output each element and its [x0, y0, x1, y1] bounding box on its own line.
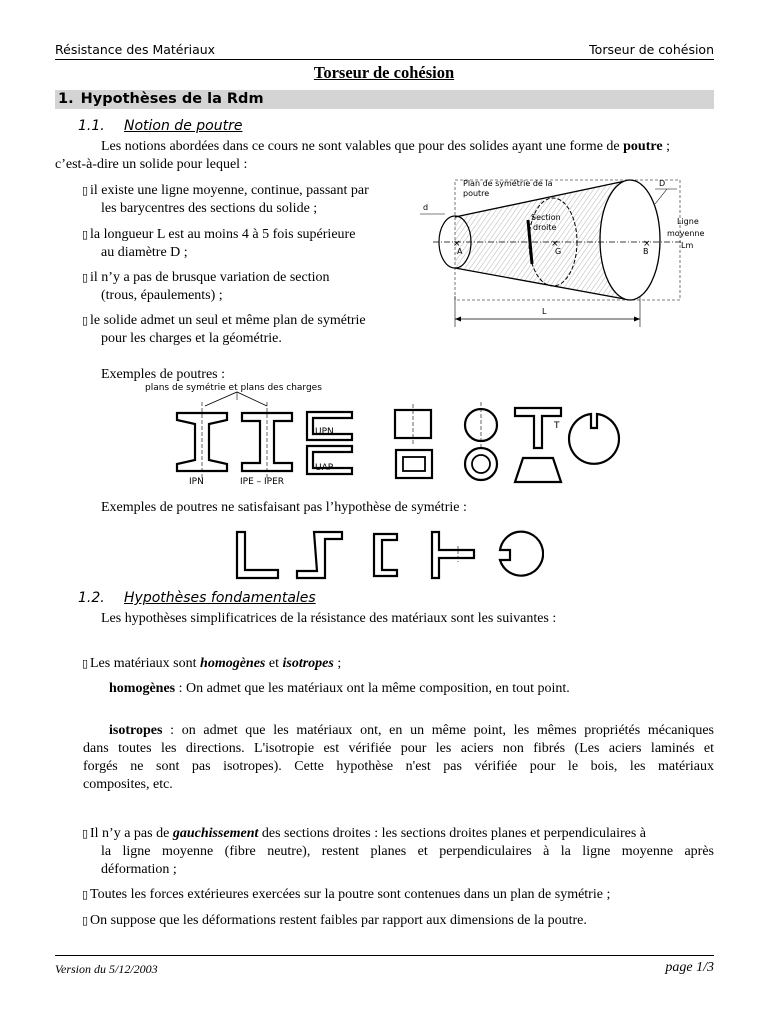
z-profile — [297, 532, 342, 578]
section-title: Hypothèses de la Rdm — [80, 91, 264, 107]
condition-2: ▯ la longueur L est au moins 4 à 5 fois supérieure au diamètre D ; — [82, 227, 356, 260]
label-section: Section droite — [531, 213, 561, 232]
intro-line-2: c’est-à-dire un solide pour lequel : — [55, 157, 248, 172]
intro-line-1: Les notions abordées dans ce cours ne sont valables que pour des solides ayant une forme de poutre ; — [101, 139, 670, 154]
label-uap: UAP — [315, 463, 334, 473]
nonsymmetric-examples-figure — [232, 524, 544, 584]
condition-3: ▯ il n’y a pas de brusque variation de section (trous, épaulements) ; — [82, 270, 330, 303]
slotted-circle-profile — [500, 532, 543, 576]
label-mean-line: Ligne moyenne Lm — [667, 217, 705, 250]
hypothesis-deformations: ▯ On suppose que les déformations restent faibles par rapport aux dimensions de la poutre. — [82, 913, 587, 928]
section-heading-1 — [55, 90, 714, 109]
header-rule — [55, 59, 714, 60]
label-ipn: IPN — [189, 477, 204, 487]
hypothesis-materials: ▯ Les matériaux sont homogènes et isotropes ; — [82, 656, 342, 671]
condition-4: ▯ le solide admet un seul et même plan de symétrie pour les charges et la géométrie. — [82, 313, 366, 346]
large-end-section — [600, 180, 660, 300]
page-title: Torseur de cohésion — [313, 63, 455, 82]
label-t: T — [554, 421, 560, 431]
header-course-title: Résistance des Matériaux — [55, 42, 216, 57]
label-L: L — [542, 307, 547, 316]
label-D: D — [659, 179, 666, 188]
round-tube-profile — [465, 448, 497, 480]
label-symmetry-plane: Plan de symétrie de la poutre — [463, 179, 553, 198]
label-B: B — [643, 247, 649, 256]
square-tube-profile — [396, 450, 432, 478]
subsection-number: 1.2. — [78, 590, 105, 606]
subsection-number: 1.1. — [78, 118, 105, 134]
nonsym-examples-label: Exemples de poutres ne satisfaisant pas l’hypothèse de symétrie : — [101, 500, 467, 515]
examples-label: Exemples de poutres : — [101, 367, 226, 382]
label-ipe: IPE – IPER — [240, 477, 285, 487]
subsection-heading-1-1 — [78, 118, 242, 134]
hypotheses-intro: Les hypothèses simplificatrices de la résistance des matériaux sont les suivantes : — [101, 611, 557, 626]
beam-examples-figure — [145, 380, 630, 498]
slotted-round-profile — [569, 414, 619, 464]
homogenes-definition: homogènes : On admet que les matériaux ont la même composition, en tout point. — [109, 681, 570, 696]
label-upn: UPN — [315, 427, 334, 437]
isotropes-definition: isotropes : on admet que les matériaux ont, en un même point, les mêmes propriétés mécaniques dans toutes les directions. L'isotropie est vérifiée pour les aciers non fibrés (Les aciers laminés et forgés ne sont pas isotropes). Cette hypothèse n'est pas vérifiée pour le bois, les matériaux composites, etc. — [83, 723, 714, 792]
angle-profile — [237, 532, 278, 578]
subsection-title: Hypothèses fondamentales — [124, 590, 316, 606]
footer-version: Version du 5/12/2003 — [55, 962, 158, 976]
section-number: 1. — [58, 91, 74, 107]
condition-1: ▯ il existe une ligne moyenne, continue, passant par les barycentres des sections du solide ; — [82, 183, 369, 216]
trapezoid-profile — [515, 458, 561, 482]
svg-text:×: × — [551, 239, 559, 249]
svg-text:×: × — [643, 239, 651, 249]
footer-rule — [55, 955, 714, 956]
label-G: G — [555, 247, 562, 256]
label-d: d — [423, 203, 429, 212]
hypothesis-gauchissement: ▯ Il n’y a pas de gauchissement des sections droites : les sections droites planes et perpendiculaires à la ligne moyenne (fibre neutre), restent planes et perpendiculaires à la ligne moyenne après déformation ; — [82, 826, 714, 877]
footer-page-number: page 1/3 — [665, 960, 714, 975]
svg-text:×: × — [453, 239, 461, 249]
channel-profile — [374, 534, 397, 576]
beam-diagram — [415, 172, 720, 330]
tee-profile — [432, 532, 474, 578]
subsection-title: Notion de poutre — [124, 118, 243, 134]
label-A: A — [457, 247, 463, 256]
subsection-heading-1-2 — [78, 590, 316, 606]
round-solid-profile — [465, 409, 497, 441]
header-chapter-title: Torseur de cohésion — [589, 42, 714, 57]
hypothesis-forces: ▯ Toutes les forces extérieures exercées sur la poutre sont contenues dans un plan de symétrie ; — [82, 887, 611, 902]
label-symmetry-planes: plans de symétrie et plans des charges — [145, 383, 322, 393]
